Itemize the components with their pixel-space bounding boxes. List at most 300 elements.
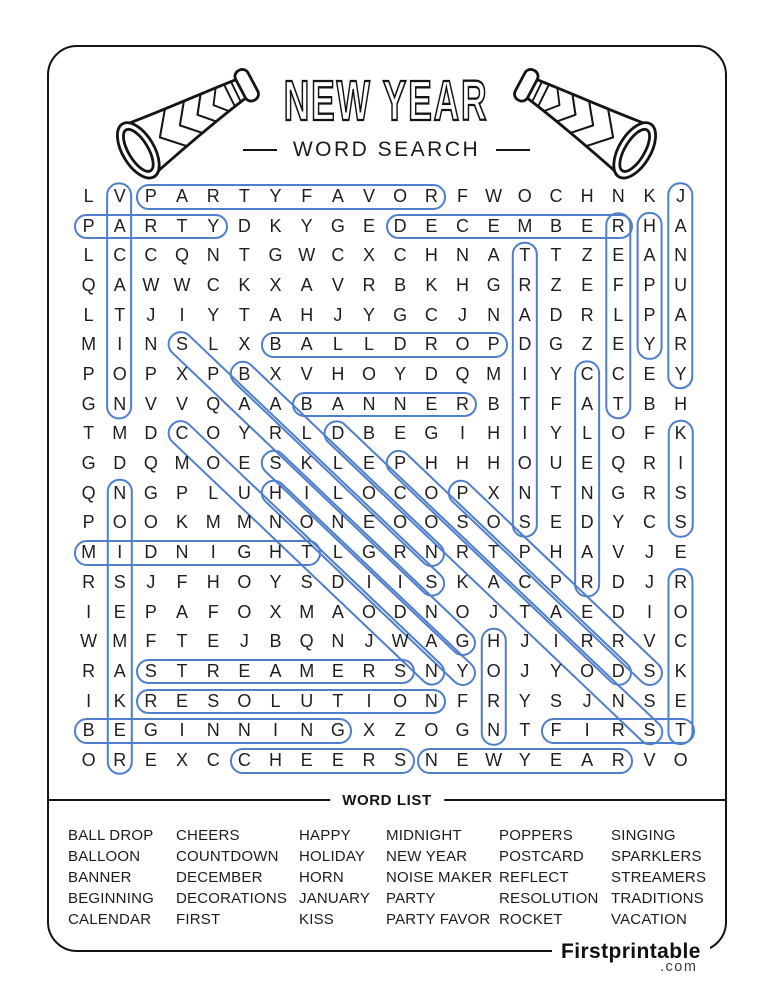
grid-cell: T <box>519 601 531 622</box>
grid-cell: B <box>269 631 282 652</box>
grid-cell: J <box>146 571 156 592</box>
grid-cell: P <box>82 512 95 533</box>
grid-cell: M <box>236 512 252 533</box>
grid-cell: M <box>81 542 97 563</box>
grid-cell: G <box>237 542 252 563</box>
grid-cell: E <box>363 215 376 236</box>
grid-cell: E <box>581 601 594 622</box>
grid-cell: N <box>487 304 501 325</box>
footer-tld: .com <box>660 959 698 975</box>
grid-cell: R <box>674 571 688 592</box>
grid-cell: D <box>580 512 594 533</box>
grid-cell: K <box>425 275 438 296</box>
grid-cell: A <box>300 275 313 296</box>
grid-cell: V <box>612 542 625 563</box>
grid-cell: V <box>176 393 189 414</box>
word-list-item: SPARKLERS <box>611 848 702 865</box>
grid-cell: R <box>518 275 532 296</box>
grid-cell: R <box>269 423 283 444</box>
grid-cell: C <box>455 215 469 236</box>
grid-cell: B <box>394 275 407 296</box>
grid-cell: G <box>330 215 345 236</box>
grid-cell: A <box>674 215 687 236</box>
grid-cell: O <box>517 186 532 206</box>
grid-cell: T <box>176 215 188 236</box>
grid-cell: M <box>112 631 128 652</box>
grid-cell: W <box>173 275 191 296</box>
grid-cell: L <box>582 423 593 444</box>
grid-cell: I <box>210 542 216 563</box>
grid-cell: T <box>176 660 188 681</box>
grid-cell: P <box>144 364 157 385</box>
word-list-item: COUNTDOWN <box>176 848 279 865</box>
grid-cell: E <box>425 215 438 236</box>
grid-cell: O <box>206 453 221 474</box>
grid-cell: M <box>299 601 315 622</box>
grid-cell: Q <box>206 393 221 414</box>
grid-cell: T <box>176 631 188 652</box>
grid-cell: E <box>612 245 625 266</box>
word-list-item: BALLOON <box>68 848 141 865</box>
grid-cell: T <box>550 245 562 266</box>
grid-cell: R <box>113 749 127 770</box>
grid-cell: D <box>144 542 158 563</box>
grid-cell: C <box>393 482 407 503</box>
grid-cell: X <box>176 364 189 385</box>
grid-cell: L <box>364 334 375 355</box>
grid-cell: A <box>238 393 251 414</box>
grid-cell: C <box>642 512 656 533</box>
grid-cell: C <box>424 304 438 325</box>
grid-cell: D <box>113 453 127 474</box>
word-list-item: STREAMERS <box>611 869 707 886</box>
grid-cell: R <box>642 482 656 503</box>
grid-cell: E <box>238 660 251 681</box>
grid-cell: P <box>643 304 656 325</box>
word-list-item: PARTY <box>386 890 436 907</box>
grid-cell: E <box>674 542 687 563</box>
grid-cell: P <box>549 571 562 592</box>
grid-cell: T <box>83 423 95 444</box>
grid-cell: T <box>675 720 687 741</box>
grid-cell: R <box>206 186 220 206</box>
grid-cell: R <box>144 690 158 711</box>
grid-cell: E <box>144 749 157 770</box>
grid-cell: J <box>364 631 374 652</box>
grid-cell: N <box>424 660 438 681</box>
grid-cell: W <box>298 245 316 266</box>
grid-cell: G <box>143 482 158 503</box>
grid-cell: Y <box>394 364 407 385</box>
grid-cell: N <box>518 482 532 503</box>
grid-cell: O <box>517 453 532 474</box>
grid-cell: D <box>144 423 158 444</box>
grid-cell: R <box>206 660 220 681</box>
grid-cell: D <box>393 601 407 622</box>
grid-cell: J <box>644 571 654 592</box>
grid-cell: C <box>206 749 220 770</box>
grid-cell: M <box>81 334 97 355</box>
grid-cell: N <box>113 393 127 414</box>
grid-cell: O <box>237 601 252 622</box>
grid-cell: X <box>363 245 376 266</box>
grid-cell: D <box>611 601 625 622</box>
word-list-item: CHEERS <box>176 827 240 844</box>
grid-cell: H <box>269 482 283 503</box>
grid-cell: J <box>333 304 343 325</box>
grid-cell: F <box>176 571 188 592</box>
grid-cell: I <box>117 334 123 355</box>
grid-cell: K <box>238 275 251 296</box>
grid-cell: H <box>300 304 314 325</box>
grid-cell: Y <box>269 571 282 592</box>
word-list-item: JANUARY <box>299 890 371 907</box>
grid-cell: S <box>674 482 687 503</box>
grid-cell: B <box>549 215 562 236</box>
grid-cell: G <box>330 720 345 741</box>
grid-cell: C <box>206 275 220 296</box>
grid-cell: H <box>549 542 563 563</box>
grid-cell: A <box>269 393 282 414</box>
grid-cell: Y <box>518 749 531 770</box>
grid-cell: I <box>86 690 92 711</box>
grid-cell: S <box>643 720 656 741</box>
grid-cell: O <box>112 512 127 533</box>
grid-cell: R <box>580 571 594 592</box>
grid-cell: K <box>300 453 313 474</box>
word-list-item: PARTY FAVOR <box>386 911 491 928</box>
grid-cell: M <box>517 215 533 236</box>
grid-cell: A <box>176 186 189 206</box>
grid-cell: Q <box>175 245 190 266</box>
grid-cell: O <box>673 601 688 622</box>
grid-cell: X <box>269 275 282 296</box>
grid-cell: D <box>611 571 625 592</box>
grid-cell: D <box>611 660 625 681</box>
grid-cell: M <box>205 512 221 533</box>
grid-cell: R <box>393 542 407 563</box>
grid-cell: N <box>237 720 251 741</box>
grid-cell: R <box>487 690 501 711</box>
grid-cell: J <box>520 660 530 681</box>
grid-cell: O <box>424 482 439 503</box>
grid-cell: O <box>112 364 127 385</box>
grid-cell: G <box>611 482 626 503</box>
grid-cell: A <box>487 245 500 266</box>
grid-cell: T <box>519 393 531 414</box>
grid-cell: U <box>549 453 563 474</box>
grid-cell: N <box>424 542 438 563</box>
grid-cell: S <box>207 690 220 711</box>
grid-cell: K <box>269 215 282 236</box>
grid-cell: T <box>114 304 126 325</box>
grid-cell: H <box>642 215 656 236</box>
grid-cell: S <box>144 660 157 681</box>
grid-cell: Q <box>455 364 470 385</box>
grid-cell: C <box>518 571 532 592</box>
grid-cell: Q <box>299 631 314 652</box>
grid-cell: X <box>269 601 282 622</box>
grid-cell: I <box>397 571 403 592</box>
grid-cell: E <box>674 690 687 711</box>
grid-cell: A <box>549 601 562 622</box>
grid-cell: I <box>366 571 372 592</box>
grid-cell: Z <box>581 334 593 355</box>
grid-cell: J <box>644 542 654 563</box>
grid-cell: C <box>175 423 189 444</box>
grid-cell: G <box>455 720 470 741</box>
grid-cell: E <box>425 393 438 414</box>
grid-cell: B <box>82 720 95 741</box>
grid-cell: E <box>643 364 656 385</box>
word-list-item: CALENDAR <box>68 911 152 928</box>
grid-cell: S <box>176 334 189 355</box>
word-list-item: POPPERS <box>499 827 573 844</box>
grid-cell: U <box>674 275 688 296</box>
grid-cell: N <box>674 245 688 266</box>
grid-cell: J <box>520 631 530 652</box>
grid-cell: K <box>456 571 469 592</box>
grid-cell: T <box>301 542 313 563</box>
grid-cell: P <box>487 334 500 355</box>
grid-cell: N <box>362 393 376 414</box>
grid-cell: A <box>269 660 282 681</box>
grid-cell: U <box>300 690 314 711</box>
grid-cell: B <box>487 393 500 414</box>
grid-cell: E <box>456 749 469 770</box>
grid-cell: F <box>550 393 562 414</box>
grid-cell: R <box>362 749 376 770</box>
grid-cell: C <box>549 186 563 206</box>
grid-cell: A <box>113 215 126 236</box>
grid-cell: G <box>81 393 96 414</box>
grid-cell: S <box>643 690 656 711</box>
grid-cell: G <box>362 542 377 563</box>
grid-cell: E <box>394 423 407 444</box>
grid-cell: K <box>643 186 656 206</box>
grid-cell: I <box>117 542 123 563</box>
grid-cell: E <box>113 720 126 741</box>
grid-cell: R <box>82 571 96 592</box>
grid-cell: Y <box>207 304 220 325</box>
grid-cell: L <box>332 542 343 563</box>
grid-cell: O <box>424 720 439 741</box>
word-list-item: FIRST <box>176 911 221 928</box>
grid-cell: Z <box>394 720 406 741</box>
grid-cell: A <box>674 304 687 325</box>
word-list-item: DECEMBER <box>176 869 263 886</box>
grid-cell: Q <box>81 482 96 503</box>
grid-cell: F <box>301 186 313 206</box>
grid-cell: H <box>580 186 594 206</box>
grid-cell: Q <box>81 275 96 296</box>
grid-cell: R <box>424 186 438 206</box>
grid-cell: H <box>424 453 438 474</box>
grid-cell: M <box>112 423 128 444</box>
word-search-grid <box>73 182 697 776</box>
word-list-column <box>499 825 599 930</box>
word-list-item: BEGINNING <box>68 890 154 907</box>
grid-cell: T <box>550 482 562 503</box>
word-list-item: HAPPY <box>299 827 351 844</box>
grid-cell: A <box>331 393 344 414</box>
grid-cell: A <box>176 601 189 622</box>
puzzle-title: NEW YEAR <box>284 69 489 133</box>
grid-cell: V <box>643 631 656 652</box>
grid-cell: E <box>113 601 126 622</box>
grid-cell: A <box>581 749 594 770</box>
grid-cell: A <box>581 393 594 414</box>
grid-cell: A <box>113 660 126 681</box>
grid-cell: R <box>424 334 438 355</box>
grid-cell: F <box>612 275 624 296</box>
grid-cell: P <box>144 601 157 622</box>
grid-cell: T <box>612 393 624 414</box>
grid-cell: X <box>176 749 189 770</box>
grid-cell: O <box>455 601 470 622</box>
grid-cell: C <box>393 245 407 266</box>
grid-cell: R <box>580 304 594 325</box>
grid-cell: O <box>362 364 377 385</box>
grid-cell: K <box>113 690 126 711</box>
word-list-item: NOISE MAKER <box>386 869 493 886</box>
grid-cell: L <box>301 423 312 444</box>
grid-cell: O <box>486 660 501 681</box>
grid-cell: O <box>362 482 377 503</box>
grid-cell: S <box>674 512 687 533</box>
grid-cell: A <box>487 571 500 592</box>
grid-cell: N <box>424 601 438 622</box>
grid-cell: A <box>113 275 126 296</box>
grid-cell: O <box>673 749 688 770</box>
grid-cell: E <box>612 334 625 355</box>
word-list <box>0 825 773 940</box>
grid-cell: G <box>486 275 501 296</box>
grid-cell: N <box>300 720 314 741</box>
grid-cell: I <box>273 720 279 741</box>
grid-cell: E <box>363 453 376 474</box>
grid-cell: R <box>642 453 656 474</box>
grid-cell: V <box>144 393 157 414</box>
puzzle-subtitle: WORD SEARCH <box>292 138 481 161</box>
grid-cell: A <box>300 334 313 355</box>
grid-cell: P <box>643 275 656 296</box>
grid-cell: R <box>611 631 625 652</box>
grid-cell: J <box>146 304 156 325</box>
grid-cell: S <box>456 512 469 533</box>
grid-cell: I <box>366 690 372 711</box>
title-row <box>0 69 773 143</box>
grid-cell: Z <box>550 275 562 296</box>
grid-cell: O <box>299 512 314 533</box>
grid-cell: A <box>518 304 531 325</box>
grid-cell: R <box>611 749 625 770</box>
grid-cell: S <box>269 453 282 474</box>
grid-cell: F <box>456 690 468 711</box>
grid-cell: A <box>269 304 282 325</box>
grid-cell: L <box>208 334 219 355</box>
grid-cell: P <box>394 453 407 474</box>
grid-cell: R <box>455 393 469 414</box>
grid-cell: O <box>393 186 408 206</box>
grid-cell: E <box>300 749 313 770</box>
grid-cell: P <box>518 542 531 563</box>
grid-cell: C <box>580 364 594 385</box>
grid-cell: X <box>487 482 500 503</box>
grid-cell: K <box>674 660 687 681</box>
grid-cell: G <box>455 631 470 652</box>
grid-cell: O <box>611 423 626 444</box>
grid-cell: J <box>457 304 467 325</box>
grid-cell: A <box>331 601 344 622</box>
grid-cell: I <box>459 423 465 444</box>
grid-cell: C <box>611 364 625 385</box>
grid-cell: C <box>144 245 158 266</box>
grid-cell: G <box>81 453 96 474</box>
grid-cell: O <box>393 690 408 711</box>
word-list-item: RESOLUTION <box>499 890 599 907</box>
grid-cell: I <box>86 601 92 622</box>
grid-cell: X <box>269 364 282 385</box>
grid-cell: I <box>553 631 559 652</box>
grid-cell: E <box>207 631 220 652</box>
grid-cell: N <box>611 186 625 206</box>
grid-cell: N <box>611 690 625 711</box>
grid-cell: T <box>519 720 531 741</box>
word-list-column <box>299 825 370 930</box>
grid-cell: S <box>549 690 562 711</box>
grid-cell: L <box>332 453 343 474</box>
grid-cell: V <box>331 275 344 296</box>
word-list-column <box>176 825 287 930</box>
grid-cell: N <box>455 245 469 266</box>
grid-cell: Y <box>300 215 313 236</box>
grid-cell: I <box>304 482 310 503</box>
grid-cell: S <box>113 571 126 592</box>
grid-cell: T <box>488 542 500 563</box>
grid-cell: E <box>487 215 500 236</box>
grid-cell: B <box>643 393 656 414</box>
word-list-item: POSTCARD <box>499 848 584 865</box>
grid-cell: H <box>455 453 469 474</box>
grid-cell: L <box>270 690 281 711</box>
grid-cell: M <box>174 453 190 474</box>
grid-cell: O <box>424 512 439 533</box>
grid-cell: O <box>206 423 221 444</box>
grid-cell: Y <box>456 660 469 681</box>
grid-cell: G <box>268 245 283 266</box>
grid-cell: L <box>613 304 624 325</box>
word-list-item: HOLIDAY <box>299 848 366 865</box>
grid-cell: Y <box>612 512 625 533</box>
grid-cell: S <box>425 571 438 592</box>
grid-cell: O <box>486 512 501 533</box>
word-list-column <box>68 825 154 930</box>
grid-cell: W <box>391 631 409 652</box>
grid-cell: S <box>643 660 656 681</box>
grid-cell: R <box>455 542 469 563</box>
grid-cell: N <box>113 482 127 503</box>
subtitle-right-dash <box>496 149 530 152</box>
grid-cell: E <box>581 453 594 474</box>
grid-cell: N <box>393 393 407 414</box>
grid-cell: H <box>674 393 688 414</box>
grid-cell: O <box>81 749 96 770</box>
grid-cell: Y <box>549 364 562 385</box>
grid-cell: H <box>487 423 501 444</box>
word-list-item: NEW YEAR <box>386 848 468 865</box>
grid-cell: R <box>362 275 376 296</box>
